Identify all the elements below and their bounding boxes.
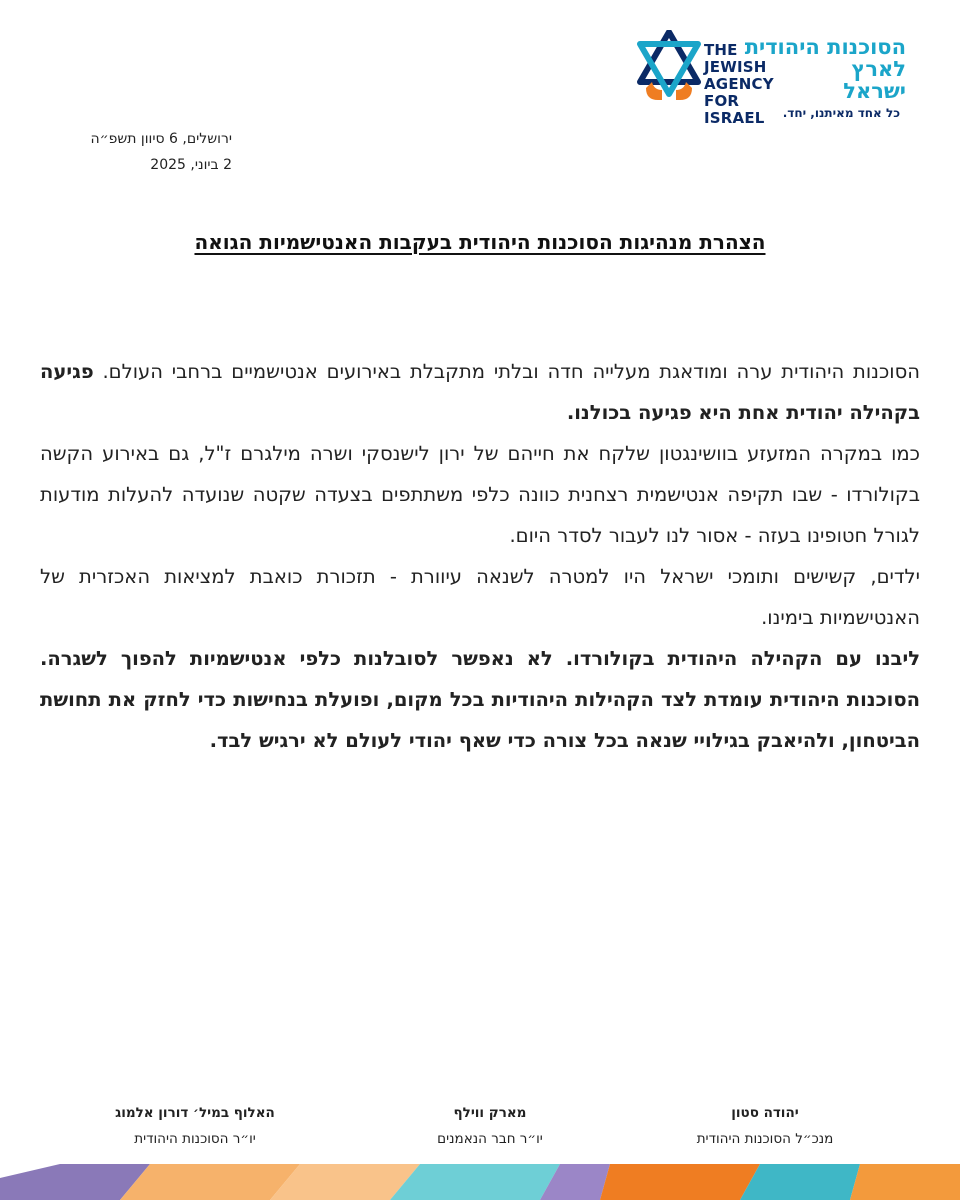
- hebrew-date: ירושלים, 6 סיוון תשפ״ה: [90, 131, 232, 147]
- footer-band-segment: [120, 1164, 300, 1200]
- footer-decorative-band: [0, 1164, 960, 1200]
- signature-block: [375, 1100, 605, 1152]
- logo-he-line: לארץ: [851, 57, 906, 81]
- paragraph: [40, 351, 920, 433]
- signatory-name: יהודה סטון: [731, 1105, 799, 1121]
- signatory-role: מנכ״ל הסוכנות היהודית: [696, 1131, 834, 1147]
- signatory-name: האלוף במיל׳ דורון אלמוג: [115, 1105, 275, 1121]
- gregorian-date: 2 ביוני, 2025: [150, 157, 232, 173]
- signature-block: [650, 1100, 880, 1152]
- paragraph-text: הסוכנות היהודית ערה ומודאגת מעלייה חדה ובלתי מתקבלת באירועים אנטישמיים ברחבי העולם.: [93, 360, 920, 383]
- jewish-agency-logo: [636, 30, 916, 126]
- signature-block: [80, 1100, 310, 1152]
- logo-hebrew-text: [744, 35, 906, 103]
- paragraph: ילדים, קשישים ותומכי ישראל היו למטרה לשנאה עיוורת - תזכורת כואבת למציאות האכזרית של האנטישמיות בימינו.: [40, 565, 920, 629]
- footer-band-segment: [850, 1164, 960, 1200]
- paragraph-bold: ליבנו עם הקהילה היהודית בקולורדו. לא נאפשר לסובלנות כלפי אנטישמיות להפוך לשגרה. הסוכנות היהודית עומדת לצד הקהילות היהודיות בכל מקום, ופועלת בנחישות כדי לחזק את תחושת הביטחון, ולהיאבק בגילויי שנאה בכל צורה כדי שאף יהודי לעולם לא ירגיש לבד.: [40, 647, 920, 752]
- logo-he-line: הסוכנות היהודית: [744, 35, 906, 59]
- logo-tagline: כל אחד מאיתנו, יחד.: [782, 106, 900, 120]
- signatory-role: יו״ר חבר הנאמנים: [437, 1131, 543, 1147]
- logo-en-line: JEWISH AGENCY: [704, 58, 774, 93]
- letter-date: [90, 126, 232, 178]
- signatory-name: מארק ווילף: [453, 1105, 527, 1121]
- logo-en-line: FOR ISRAEL: [704, 92, 765, 127]
- signatures: [80, 1100, 880, 1160]
- statement-body: [40, 351, 920, 761]
- statement-title: הצהרת מנהיגות הסוכנות היהודית בעקבות האנטישמיות הגואה: [194, 230, 766, 254]
- logo-he-line: ישראל: [843, 79, 906, 103]
- footer-band-segment: [740, 1164, 860, 1200]
- footer-band-segment: [390, 1164, 560, 1200]
- footer-band-segment: [600, 1164, 760, 1200]
- star-of-david-logo-icon: [636, 30, 702, 104]
- logo-en-line: THE: [704, 41, 738, 59]
- paragraph: כמו במקרה המזעזע בוושינגטון שלקח את חייהם של ירון לישנסקי ושרה מילגרם ז"ל, גם באירוע הקשה בקולורדו - שבו תקיפה אנטישמית רצחנית כוונה כלפי משתתפים בצעדה שקטה שנועדה להעלות מודעות לגורל חטופינו בעזה - אסור לנו לעבור לסדר היום.: [40, 442, 920, 547]
- paragraph-bold-text: פגיעה בקהילה יהודית אחת היא פגיעה בכולנו.: [40, 360, 920, 424]
- signatory-role: יו״ר הסוכנות היהודית: [134, 1131, 256, 1147]
